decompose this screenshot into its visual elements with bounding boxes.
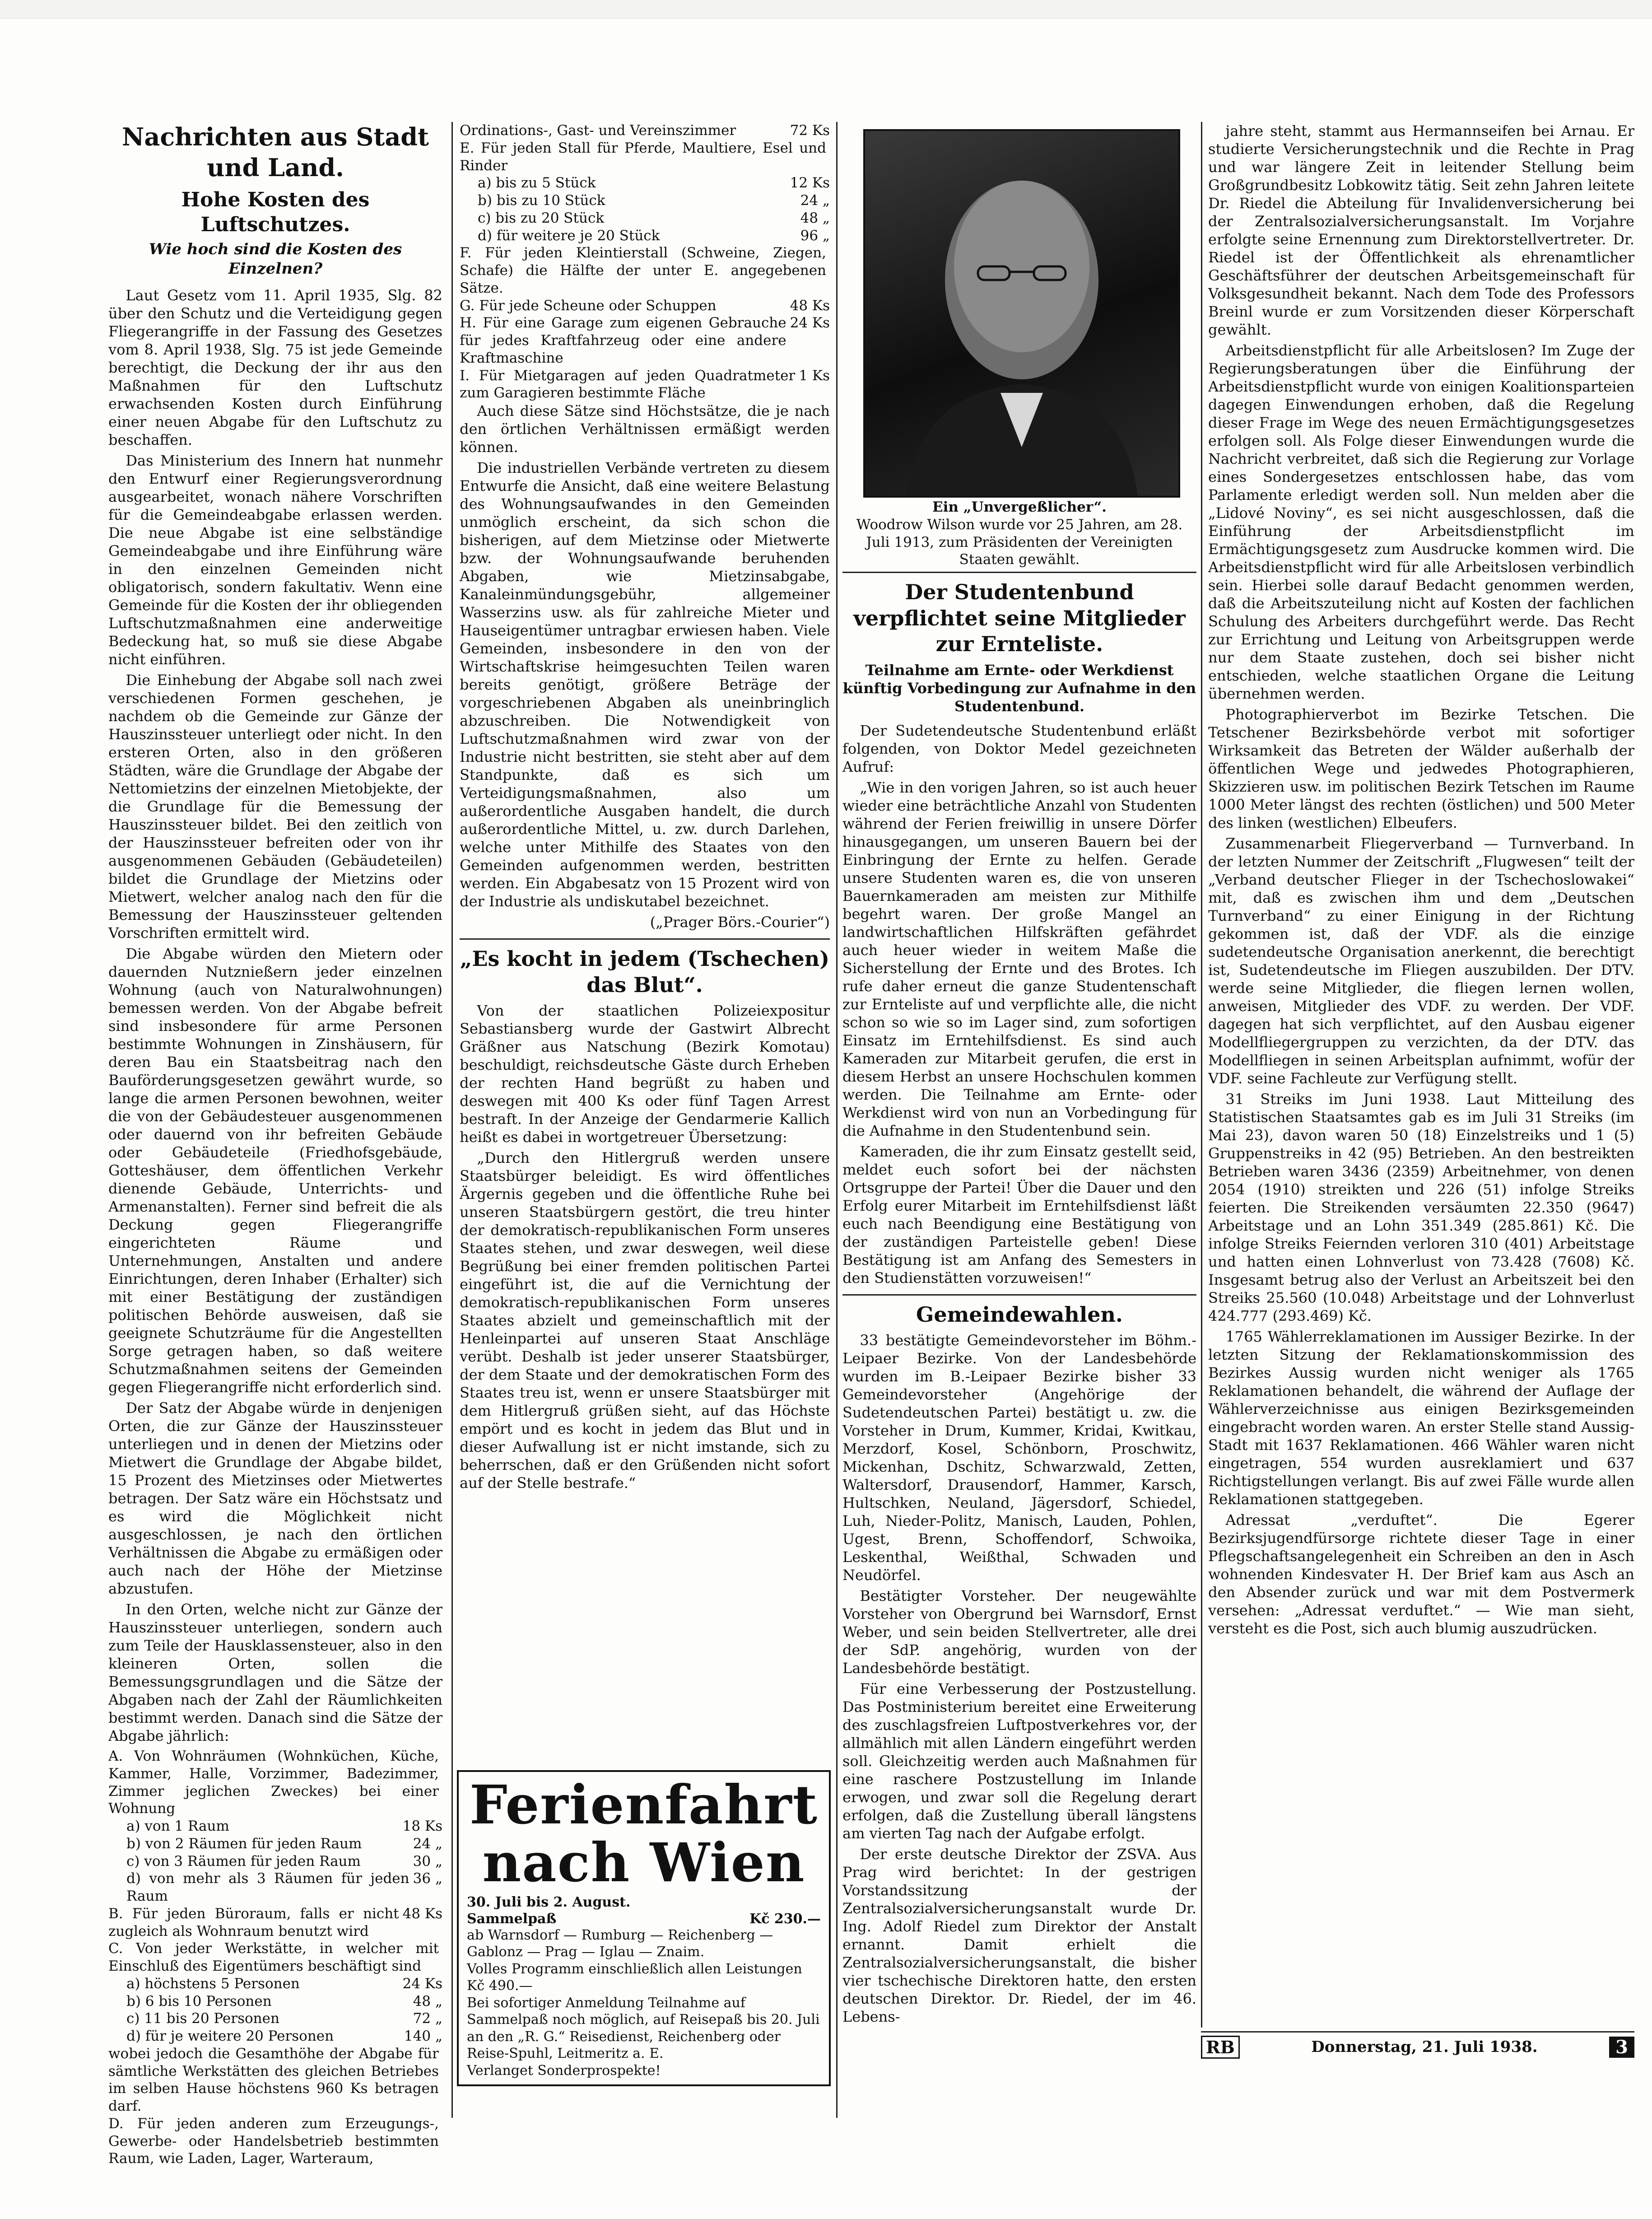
article-body-misc: [1208, 122, 1634, 1637]
paragraph: „Wie in den vorigen Jahren, so ist auch heuer wieder eine beträchtliche Anzahl von Studenten während der Ferien freiwillig in unsere Dörfer hinausgegangen, um unseren Bauern bei der Einbringung der Ernte zu helfen. Gerade unsere Studenten waren es, die von unseren Bauernkameraden am meisten zur Mithilfe begehrt waren. Der große Mangel an landwirtschaftlichen Hilfskräften gefährdet auch heuer wieder in weitem Maße die Sicherstellung der Ernte und des Brotes. Ich rufe daher erneut die ganze Studentenschaft zur Ernteliste auf und verpflichte alle, die nicht schon so wie so im Lager sind, zum sofortigen Einsatz im Erntehilfsdienst. Es sind auch Kameraden zur Mitarbeit gerufen, die erst in diesem Herbst an unsere Hochschulen kommen werden. Die Teilnahme am Ernte- oder Werkdienst wird von nun an Vorbedingung für die Aufnahme in den Studentenbund sein.: [842, 779, 1196, 1139]
rate-label: a) bis zu 5 Stück: [478, 175, 596, 191]
rate-label: D. Für jeden anderen zum Erzeugungs-, Gewerbe- oder Handelsbetrieb bestimmten Raum, wie Laden, Lager, Warteraum,: [108, 2115, 439, 2167]
paragraph: Das Ministerium des Innern hat nunmehr den Entwurf einer Regierungsverordnung ausgearbeitet, wonach nähere Vorschriften für die Gemeindeabgabe erlassen werden. Die neue Abgabe ist eine selbständige Gemeindeabgabe und ihre Einführung wäre in den einzelnen Gemeinden nicht obligatorisch, sondern fakultativ. Wenn eine Gemeinde für die Kosten der ihr obliegenden Luftschutzmaßnahmen eine anderweitige Bedeckung hat, so muß sie diese Abgabe nicht einführen.: [108, 452, 442, 668]
article-body-studentenbund: [842, 722, 1196, 1287]
rate-amount: 12 Ks: [790, 175, 830, 191]
rate-amount: 140 „: [404, 2028, 442, 2044]
rate-row: [460, 192, 830, 210]
rate-label: d) für weitere je 20 Stück: [478, 227, 660, 244]
ad-price: Kč 230.—: [749, 1911, 821, 1927]
rate-row: [108, 1818, 442, 1835]
rate-row: [108, 1835, 442, 1853]
column-1: [108, 122, 442, 2167]
paragraph: Arbeitsdienstpflicht für alle Arbeitslosen? Im Zuge der Regierungsberatungen über die Einführung der Arbeitsdienstpflicht wurde von einigen Koalitionsparteien dagegen Einwendungen erhoben, daß die Regelung dieser Frage im Wege des neuen Ermächtigungsgesetzes erfolgen soll. Als Folge dieser Einwendungen wurde die Nachricht verbreitet, daß sich die Regierung zur Vorlage eines Sondergesetzes entschlossen habe, das vom Parlamente erledigt werden soll. Nun melden aber die „Lidové Noviny“, es sei nicht ausgeschlossen, daß die Einführung der Arbeitsdienstpflicht im Ermächtigungsgesetz zum Ausdrucke kommen wird. Die Arbeitsdienstpflicht wird für alle Arbeitslosen verbindlich sein. Hierbei solle darauf Bedacht genommen werden, daß die Arbeitszuteilung nicht auf Kosten der fachlichen Schulung des Arbeiters durchgeführt werde. Das Recht zur Errichtung und Leitung von Arbeitsgruppen werde nur dem Staate zustehen, doch sei bisher nicht entschieden, welche staatlichen Organe die Leitung übernehmen werden.: [1208, 342, 1634, 702]
rate-row: [108, 1853, 442, 1870]
rate-amount: 72 „: [413, 2010, 442, 2027]
rate-row: [108, 2115, 442, 2168]
column-3: [842, 564, 1196, 2113]
paragraph: Die Abgabe würden den Mietern oder dauernden Nutznießern jeder einzelnen Wohnung (auch von Naturalwohnungen) bemessen werden. Von der Abgabe befreit sind insbesondere für arme Personen bestimmte Wohnungen in Zinshäusern, für deren Bau ein Staatsbeitrag nach den Bauförderungsgesetzen gewährt wurde, so lange die armen Personen bewohnen, weiter die von der Gebäudesteuer ausgenommenen oder dauernd von ihr befreiten Gebäude oder Gebäudeteile (Friedhofsgebäude, Gotteshäuser, dem öffentlichen Verkehr dienende Gebäude, Unterrichts- und Armenanstalten). Ferner sind befreit die als Deckung gegen Fliegerangriffe eingerichteten Räume und Unternehmungen, Anstalten und andere Einrichtungen, deren Inhaber (Erhalter) sich mit einer Bestätigung der zuständigen politischen Behörde ausweisen, daß sie geeignete Schutzräume für die Angestellten Sorge getragen haben, so daß weitere Schutzmaßnahmen seitens der Gemeinden gegen Fliegerangriffe nicht erforderlich sind.: [108, 945, 442, 1396]
column-divider: [1201, 122, 1202, 2028]
rate-label: b) von 2 Räumen für jeden Raum: [126, 1835, 362, 1852]
rate-label: I. Für Mietgaragen auf jeden Quadratmeter zum Garagieren bestimmte Fläche: [460, 367, 796, 401]
rate-label: d) für je weitere 20 Personen: [126, 2028, 334, 2044]
paragraph: Die Einhebung der Abgabe soll nach zwei verschiedenen Formen geschehen, je nachdem ob die Gemeinde zur Gänze der Hauszinssteuer unterliegt oder nicht. In den ersteren Orten, also in den größeren Städten, wäre die Grundlage der Abgabe der Nettomietzins der einzelnen Mietobjekte, der die Grundlage für die Bemessung der Hauszinssteuer bildet. Bei den zeitlich von der Hauszinssteuer befreiten oder von ihr ausgenommenen Gebäuden (Gebäudeteilen) bildet die Grundlage der Mietzins oder Mietwert, welcher analog nach den für die Bemessung der Hauszinssteuer geltenden Vorschriften ermittelt wird.: [108, 671, 442, 942]
photo-caption: [842, 499, 1196, 569]
ad-line: Verlanget Sonderprospekte!: [467, 2062, 661, 2079]
rate-label: b) bis zu 10 Stück: [478, 192, 605, 209]
ad-details: [467, 1927, 821, 2079]
rate-amount: 24 Ks: [790, 315, 830, 331]
article-headline-luftschutz: Hohe Kosten des Luftschutzes.: [181, 188, 370, 236]
ad-title-line1: Ferienfahrt: [470, 1773, 818, 1836]
rate-label: a) höchstens 5 Personen: [126, 1975, 300, 1992]
section-title: Nachrichten aus Stadt und Land.: [121, 122, 429, 182]
article-headline-blut: „Es kocht in jedem (Tschechen) das Blut“.: [460, 938, 830, 998]
rate-row: [108, 1993, 442, 2010]
paragraph: Der Sudetendeutsche Studentenbund erläßt folgenden, von Doktor Medel gezeichneten Aufruf:: [842, 722, 1196, 775]
page-number: 3: [1609, 2037, 1634, 2058]
ad-line: Volles Programm einschließlich allen Leistungen Kč 490.—: [467, 1961, 802, 1994]
rate-amount: 1 Ks: [799, 367, 830, 384]
rate-amount: 48 Ks: [790, 297, 830, 314]
rate-row: [108, 1975, 442, 1993]
column-2: [460, 122, 830, 1761]
portrait-silhouette: [865, 131, 1178, 496]
paragraph: In den Orten, welche nicht zur Gänze der Hauszinssteuer unterliegen, sondern auch zum Teile der Hausklassensteuer, also in den kleineren Orten, sollen die Bemessungsgrundlagen und die Sätze der Abgaben nach der Zahl der Räumlichkeiten bestimmt werden. Danach sind die Sätze der Abgabe jährlich:: [108, 1601, 442, 1744]
paragraph: Die industriellen Verbände vertreten zu diesem Entwurfe die Ansicht, daß eine weitere Belastung des Wohnungsaufwandes in den Gemeinden unmöglich erscheint, da sich schon die bisherigen, auf dem Mietzinse oder Mietwerte bzw. der Wohnungsaufwande beruhenden Abgaben, wie Mietzinsabgabe, Kanaleinmündungsgebühr, allgemeiner Wasserzins usw. als für zahlreiche Mieter und Hauseigentümer untragbar erwiesen haben. Viele Gemeinden, insbesondere in den von der Wirtschaftskrise heimgesuchten Teilen waren bereits genötigt, größere Beträge der vorgeschriebenen Abgaben als uneinbringlich abzuschreiben. Die Notwendigkeit von Luftschutzmaßnahmen wird zwar von der Industrie nicht bestritten, sie steht aber auf dem Standpunkte, daß es sich um Verteidigungsmaßnahmen, also um außerordentliche Ausgaben handelt, die durch außerordentliche Mittel, u. zw. durch Darlehen, welche unter Mithilfe des Staates von den Gemeinden aufgenommen werden, bestritten werden. Ein Abgabesatz von 15 Prozent wird von der Industrie als undiskutabel bezeichnet.: [460, 459, 830, 910]
ad-dates: 30. Juli bis 2. August.: [467, 1894, 631, 1910]
rate-row: [108, 1905, 442, 1940]
column-divider: [451, 122, 453, 2118]
rate-amount: 48 „: [413, 1993, 442, 2009]
scan-edge: [0, 0, 1652, 19]
photo-caption-text: Woodrow Wilson wurde vor 25 Jahren, am 28. Juli 1913, zum Präsidenten der Vereinigten Staaten gewählt.: [856, 516, 1183, 568]
article-subheadline-luftschutz: Wie hoch sind die Kosten des Einzelnen?: [149, 240, 402, 278]
ad-line: Bei sofortiger Anmeldung Teilnahme auf Sammelpaß noch möglich, auf Reisepaß bis 20. Juli an den „R. G.“ Reisedienst, Reichenberg oder Reise-Spuhl, Leitmeritz a. E.: [467, 1995, 820, 2061]
rate-row: [108, 2028, 442, 2045]
paragraph: Für eine Verbesserung der Postzustellung. Das Postministerium bereitet eine Erweiterung des zuschlagsfreien Luftpostverkehres vor, der allmählich mit allen Ländern eingeführt werden soll. Gleichzeitig werden auch Maßnahmen für eine raschere Postzustellung im Inlande erwogen, und zwar soll die Regelung derart erfolgen, daß die Zustellung überall längstens am vierten Tag nach der Aufgabe erfolgt.: [842, 1680, 1196, 1842]
rate-list-1: [108, 1748, 442, 2168]
paragraph: jahre steht, stammt aus Hermannseifen bei Arnau. Er studierte Versicherungstechnik und die Rechte in Prag und war längere Zeit in leitender Stellung beim Großgrundbesitz Lobkowitz tätig. Seit zehn Jahren leitete Dr. Riedel die Abteilung für Invalidenversicherung bei der Zentralsozialversicherungsanstalt. Im Vorjahre erfolgte seine Ernennung zum Direktorstellvertreter. Dr. Riedel ist der Öffentlichkeit als ehrenamtlicher Geschäftsführer der deutschen Arbeitsgemeinschaft für Volksgesundheit bekannt. Nach dem Tode des Professors Breinl wurde er zum Vorsitzenden dieser Körperschaft gewählt.: [1208, 122, 1634, 338]
paragraph: 1765 Wählerreklamationen im Aussiger Bezirke. In der letzten Sitzung der Reklamationskommission des Bezirkes Aussig wurden nicht weniger als 1765 Reklamationen behandelt, die während der Auflage der Wählerverzeichnisse aus einigen Bezirksgemeinden eingebracht worden waren. An erster Stelle stand Aussig-Stadt mit 1637 Reklamationen. 466 Wähler waren nicht eingetragen, 554 wurden ausreklamiert und 637 Richtigstellungen verlangt. Bis auf zwei Fälle wurde allen Reklamationen stattgegeben.: [1208, 1328, 1634, 1508]
rate-row: [108, 2010, 442, 2028]
paragraph: Von der staatlichen Polizeiexpositur Sebastiansberg wurde der Gastwirt Albrecht Gräßner aus Natschung (Bezirk Komotau) beschuldigt, reichsdeutsche Gäste durch Erheben der rechten Hand begrüßt zu haben und deswegen mit 400 Ks oder fünf Tagen Arrest bestraft. In der Anzeige der Gendarmerie Kallich heißt es dabei in wortgetreuer Übersetzung:: [460, 1002, 830, 1146]
paragraph: „Durch den Hitlergruß werden unsere Staatsbürger beleidigt. Es wird öffentliches Ärgernis gegeben und die öffentliche Ruhe bei unseren Staatsbürgern gestört, die treu hinter der demokratisch-republikanischen Form unseres Staates stehen, und zwar deswegen, weil diese Begrüßung bei einer fremden politischen Partei eingeführt ist, die auf die Vernichtung der demokratisch-republikanischen Form unseres Staates abzielt und gemeinschaftlich mit der Henleinpartei auf unseren Staat Anschläge verübt. Deshalb ist jeder unserer Staatsbürger, der dem Staate und der demokratischen Form des Staates treu ist, wenn er unsere Staatsbürger mit dem Hitlergruß grüßen sieht, auf das Höchste empört und es kocht in jedem das Blut und in dieser Aufwallung ist er nicht imstande, sich zu beherrschen, daß er den Grüßenden nicht sofort auf der Stelle bestrafe.“: [460, 1149, 830, 1492]
rate-amount: 48 Ks: [402, 1905, 442, 1922]
ad-line: ab Warnsdorf — Rumburg — Reichenberg — Gablonz — Prag — Iglau — Znaim.: [467, 1927, 773, 1960]
rate-amount: 18 Ks: [402, 1818, 442, 1834]
paragraph: Auch diese Sätze sind Höchstsätze, die je nach den örtlichen Verhältnissen ermäßigt werden können.: [460, 402, 830, 456]
rate-amount: 30 „: [413, 1853, 442, 1869]
rate-label: d) von mehr als 3 Räumen für jeden Raum: [126, 1870, 410, 1904]
rate-label: F. Für jeden Kleintierstall (Schweine, Ziegen, Schafe) die Hälfte der unter E. angegebenen Sätze.: [460, 245, 826, 296]
rate-label: B. Für jeden Büroraum, falls er nicht zugleich als Wohnraum benutzt wird: [108, 1905, 399, 1939]
article-body-luftschutz: [108, 286, 442, 1745]
rate-amount: 48 „: [800, 210, 830, 226]
paragraph: Photographierverbot im Bezirke Tetschen. Die Tetschener Bezirksbehörde verbot mit sofortiger Wirksamkeit das Betreten der Wälder außerhalb der öffentlichen Wege und jedwedes Photographieren, Skizzieren usw. im politischen Bezirk Tetschen im Raume 1000 Meter längst des rechten (östlichen) und 500 Meter des linken (westlichen) Elbeufers.: [1208, 706, 1634, 831]
rate-amount: 24 „: [800, 192, 830, 209]
rate-label: C. Von jeder Werkstätte, in welcher mit Einschluß des Eigentümers beschäftigt sind: [108, 1940, 439, 1974]
paragraph: Adressat „verduftet“. Die Egerer Bezirksjugendfürsorge richtete dieser Tage in einer Pflegschaftsangelegenheit ein Schreiben an den in Asch wohnenden Kindesvater H. Der Brief kam aus Asch an den Absender zurück und war mit dem Postvermerk versehen: „Adressat verduftet.“ — Wie man sieht, versteht es die Post, sich auch blumig auszudrücken.: [1208, 1511, 1634, 1637]
rate-row: [460, 174, 830, 192]
source-note: („Prager Börs.-Courier“): [650, 914, 830, 931]
rate-row: [460, 210, 830, 227]
paragraph: Der erste deutsche Direktor der ZSVA. Aus Prag wird berichtet: In der gestrigen Vorstandssitzung der Zentralsozialversicherungsanstalt wurde Dr. Ing. Adolf Riedel zum Direktor der Anstalt ernannt. Damit erhielt die Zentralsozialversicherungsanstalt, die bisher vier tschechische Direktoren hatte, den ersten deutschen Direktor. Dr. Riedel, der im 46. Lebens-: [842, 1846, 1196, 2025]
paragraph: Zusammenarbeit Fliegerverband — Turnverband. In der letzten Nummer der Zeitschrift „Flugwesen“ teilt der „Verband deutscher Flieger in der Tschechoslowakei“ mit, daß es zwischen ihm und dem „Deutschen Turnverband“ zu einer Einigung in der Richtung gekommen ist, daß der VDF. als die einzige sudetendeutsche Organisation anerkennt, die berechtigt ist, Sudetendeutsche im Fliegen auszubilden. Der DTV. werde seine Mitglieder, die fliegen lernen wollen, anweisen, Mitglieder des VDF. zu werden. Der VDF. dagegen hat sich verpflichtet, auf den Ausbau eigener Modellfliegergruppen zu verzichten, da der DTV. das Modellfliegen in seinen Arbeitsplan aufnimmt, wofür der VDF. seine Fachleute zur Verfügung stellt.: [1208, 835, 1634, 1087]
rate-label: wobei jedoch die Gesamthöhe der Abgabe für sämtliche Werkstätten des gleichen Betriebes im selben Hause höchstens 960 Ks betragen darf.: [108, 2045, 439, 2114]
rate-label: G. Für jede Scheune oder Schuppen: [460, 297, 717, 314]
rate-row: [460, 122, 830, 140]
rate-list-2: [460, 122, 830, 402]
rate-row: [460, 314, 830, 367]
column-divider: [836, 122, 838, 2118]
column-4: [1208, 122, 1634, 2023]
rate-amount: 36 „: [413, 1870, 442, 1887]
page-footer: [1201, 2031, 1634, 2061]
article-body-gemeindewahlen: [842, 1331, 1196, 2026]
paragraph: Kameraden, die ihr zum Einsatz gestellt seid, meldet euch sofort bei der nächsten Ortsgruppe der Partei! Über die Dauer und den Erfolg eurer Mitarbeit im Erntehilfsdienst läßt euch nach Beendigung eine Bestätigung von der zuständigen Parteistelle geben! Diese Bestätigung ist am Anfang des Semesters in den Studienstätten vorzuweisen!“: [842, 1142, 1196, 1287]
paragraph: Laut Gesetz vom 11. April 1935, Slg. 82 über den Schutz und die Verteidigung gegen Fliegerangriffe in der Fassung des Gesetzes vom 8. April 1938, Slg. 75 ist jede Gemeinde berechtigt, die Deckung der ihr aus den Maßnahmen für den Luftschutz erwachsenden Kosten durch Einführung einer neuen Abgabe für den Luftschutz zu beschaffen.: [108, 287, 442, 448]
paragraph: Bestätigter Vorsteher. Der neugewählte Vorsteher von Obergrund bei Warnsdorf, Ernst Weber, und sein beiden Stellvertreter, alle drei der SdP. angehörig, wurden von der Landesbehörde bestätigt.: [842, 1587, 1196, 1677]
rate-row: [108, 1870, 442, 1905]
paragraph: 31 Streiks im Juni 1938. Laut Mitteilung des Statistischen Staatsamtes gab es im Juli 31 Streiks (im Mai 23), davon waren 50 (18) Einzelstreiks und 1 (5) Gruppenstreiks in 42 (95) Betrieben. An den bestreikten Betrieben waren 3436 (2359) Arbeitnehmer, von denen 2054 (1910) streikten und 226 (51) infolge Streiks feierten. Die Streikenden versäumten 22.350 (9647) Arbeitstage und an Lohn 351.349 (285.861) Kč. Die infolge Streiks Feiernden verloren 310 (401) Arbeitstage und hatten einen Lohnverlust von 73.428 (7608) Kč. Insgesamt betrug also der Verlust an Arbeitszeit bei den Streiks 25.560 (10.048) Arbeitstage und der Lohnverlust 424.777 (293.469) Kč.: [1208, 1091, 1634, 1324]
rate-row: [108, 1748, 442, 1818]
rate-row: [460, 227, 830, 245]
rate-row: [108, 1940, 442, 1975]
rate-row: [460, 244, 830, 297]
rate-label: c) 11 bis 20 Personen: [126, 2010, 279, 2027]
rate-label: c) bis zu 20 Stück: [478, 210, 605, 226]
rate-label: E. Für jeden Stall für Pferde, Maultiere, Esel und Rinder: [460, 140, 826, 174]
article-body-industrie: [460, 402, 830, 910]
article-headline-studentenbund: Der Studentenbund verpflichtet seine Mitglieder zur Ernteliste.: [842, 572, 1196, 657]
rate-row: [460, 297, 830, 315]
rate-row: [460, 367, 830, 402]
issue-date: Donnerstag, 21. Juli 1938.: [1311, 2038, 1538, 2056]
rate-label: a) von 1 Raum: [126, 1818, 229, 1834]
rate-row: [108, 2045, 442, 2115]
ad-title-line2: nach Wien: [482, 1831, 805, 1894]
rate-amount: 96 „: [800, 227, 830, 244]
rate-amount: 24 Ks: [402, 1975, 442, 1992]
article-subheadline-studentenbund: Teilnahme am Ernte- oder Werkdienst künftig Vorbedingung zur Aufnahme in den Studentenbund.: [842, 661, 1196, 715]
portrait-photo: [863, 129, 1180, 498]
rate-label: b) 6 bis 10 Personen: [126, 1993, 272, 2009]
photo-caption-title: Ein „Unvergeßlicher“.: [932, 499, 1107, 515]
ad-meeting: Sammelpaß: [467, 1911, 557, 1927]
rate-label: A. Von Wohnräumen (Wohnküchen, Küche, Kammer, Halle, Vorzimmer, Badezimmer, Zimmer jeglichen Zweckes) bei einer Wohnung: [108, 1748, 439, 1817]
advertisement-ferienfahrt: [457, 1770, 831, 2086]
rate-label: H. Für eine Garage zum eigenen Gebrauche für jedes Kraftfahrzeug oder eine andere Kraftmaschine: [460, 315, 786, 366]
paragraph: Der Satz der Abgabe würde in denjenigen Orten, die zur Gänze der Hauszinssteuer unterliegen und in denen der Mietzins oder Mietwert die Grundlage der Abgabe bildet, 15 Prozent des Mietzinses oder Mietwertes betragen. Der Satz wäre ein Höchstsatz und es wird die Möglichkeit nicht ausgeschlossen, je nach den örtlichen Verhältnissen die Abgabe zu ermäßigen oder auch nach der Höhe der Mietzinse abzustufen.: [108, 1399, 442, 1597]
newspaper-logo: RB: [1201, 2036, 1240, 2059]
rate-amount: 72 Ks: [790, 122, 830, 139]
rate-label: Ordinations-, Gast- und Vereinszimmer: [460, 122, 736, 139]
rate-row: [460, 140, 830, 175]
article-body-blut: [460, 1002, 830, 1492]
rate-amount: 24 „: [413, 1835, 442, 1852]
paragraph: 33 bestätigte Gemeindevorsteher im Böhm.-Leipaer Bezirke. Von der Landesbehörde wurden im B.-Leipaer Bezirke bisher 33 Gemeindevorsteher (Angehörige der Sudetendeutschen Partei) bestätigt u. zw. die Vorsteher in Drum, Kummer, Kridai, Kwitkau, Merzdorf, Kosel, Schönborn, Proschwitz, Mickenhan, Dschitz, Schwarzwald, Zetten, Waltersdorf, Drausendorf, Hammer, Karsch, Hultschken, Neuland, Jägersdorf, Schiedel, Luh, Nieder-Politz, Manisch, Lauden, Pohlen, Ugest, Brenn, Schoffendorf, Schwoika, Leskenthal, Weißthal, Schwaden und Neudörfel.: [842, 1332, 1196, 1584]
rate-label: c) von 3 Räumen für jeden Raum: [126, 1853, 361, 1869]
article-headline-gemeindewahlen: Gemeindewahlen.: [842, 1294, 1196, 1328]
